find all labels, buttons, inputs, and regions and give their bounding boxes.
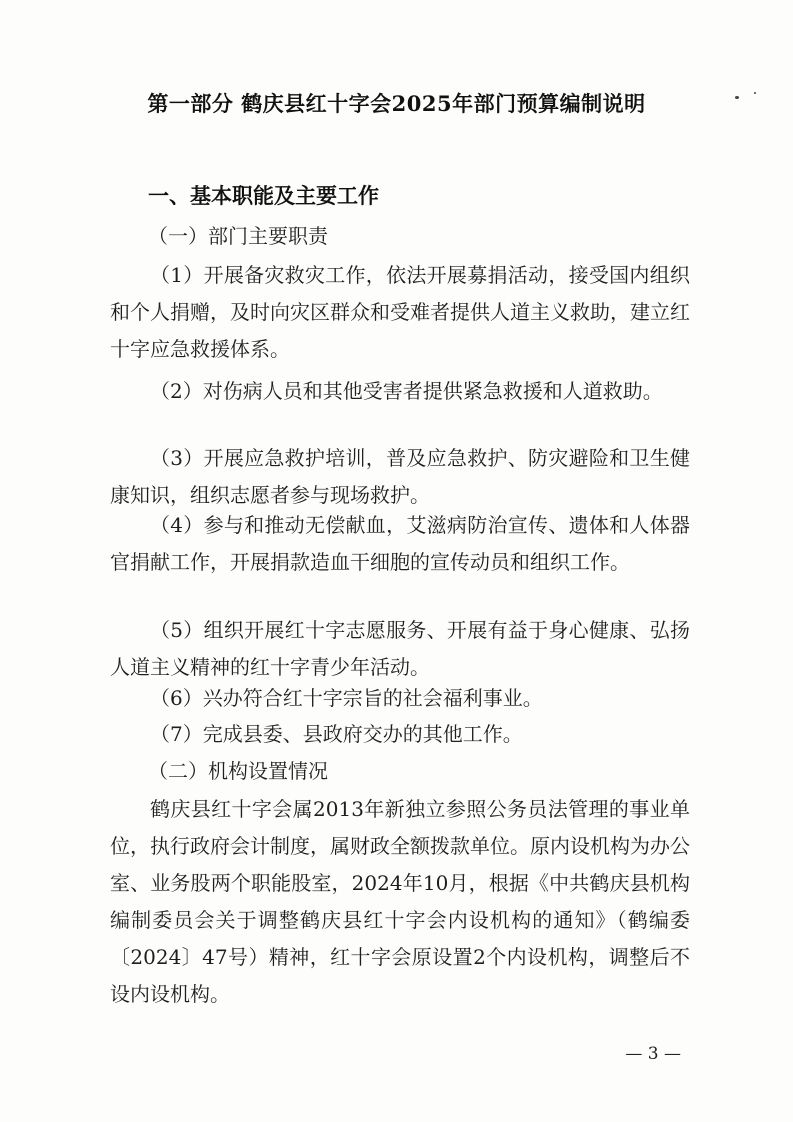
scan-speck [754,92,756,94]
subsection-heading-organization: （二）机构设置情况 [148,759,328,783]
organization-paragraph: 鹤庆县红十字会属2013年新独立参照公务员法管理的事业单位，执行政府会计制度，属财政全额拨款单位。原内设机构为办公室、业务股两个职能股室，2024年10月，根据《中共鹤庆县机构编制委员会关于调整鹤庆县红十字会内设机构的通知》（鹤编委〔2024〕47号）精神，红十字会原设置2个内设机构，调整后不设内设机构。 [110,797,690,1006]
subsection-heading-main-duties: （一）部门主要职责 [148,224,328,248]
scan-speck [735,96,739,99]
duty-item-7: （7）完成县委、县政府交办的其他工作。 [150,722,523,746]
page-number: — 3 — [625,1044,681,1064]
duty-item-1: （1）开展备灾救灾工作，依法开展募捐活动，接受国内组织和个人捐赠，及时向灾区群众和受难者提供人道主义救助，建立红十字应急救援体系。 [110,263,690,361]
duty-item-2: （2）对伤病人员和其他受害者提供紧急救援和人道救助。 [150,379,663,403]
document-title: 第一部分 鹤庆县红十字会2025年部门预算编制说明 [147,91,646,116]
duty-item-3: （3）开展应急救护培训，普及应急救护、防灾避险和卫生健康知识，组织志愿者参与现场救护。 [110,446,690,507]
duty-item-5: （5）组织开展红十字志愿服务、开展有益于身心健康、弘扬人道主义精神的红十字青少年活动。 [110,618,690,679]
section-heading-basic-functions: 一、基本职能及主要工作 [148,184,379,208]
duty-item-4: （4）参与和推动无偿献血，艾滋病防治宣传、遗体和人体器官捐献工作，开展捐款造血干细胞的宣传动员和组织工作。 [110,513,690,574]
duty-item-6: （6）兴办符合红十字宗旨的社会福利事业。 [150,686,543,710]
